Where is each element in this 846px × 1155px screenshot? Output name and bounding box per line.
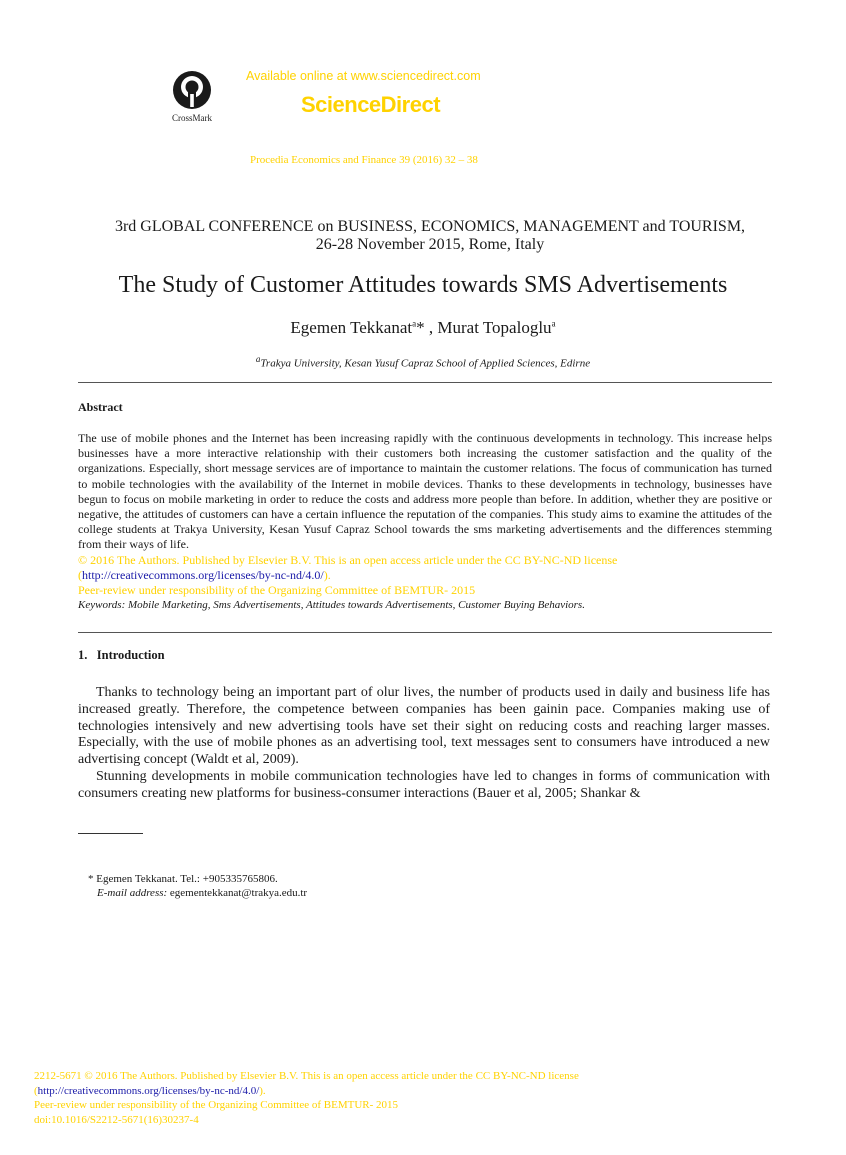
email-address[interactable]: egementekkanat@trakya.edu.tr bbox=[169, 887, 308, 899]
author-list bbox=[40, 318, 806, 338]
footer-license-statement: 2212-5671 © 2016 The Authors. Published by Elsevier B.V. This is an open access article under the CC BY-NC-ND license bbox=[34, 1070, 579, 1082]
footnote bbox=[88, 872, 307, 900]
corresponding-author-mark: * , bbox=[416, 318, 434, 337]
journal-reference: Procedia Economics and Finance 39 (2016) 32 – 38 bbox=[250, 154, 478, 166]
doi[interactable]: doi:10.1016/S2212-5671(16)30237-4 bbox=[34, 1113, 199, 1126]
section-heading-introduction: 1. Introduction bbox=[78, 648, 165, 662]
paragraph: Stunning developments in mobile communication technologies have led to changes in forms of communication with consumers creating new platforms for business-consumer interactions (Bauer et al, 2005; Shankar & bbox=[78, 768, 770, 801]
license-link[interactable]: http://creativecommons.org/licenses/by-nc-nd/4.0/ bbox=[82, 567, 324, 582]
conference-line-1: 3rd GLOBAL CONFERENCE on BUSINESS, ECONOMICS, MANAGEMENT and TOURISM, bbox=[114, 218, 746, 235]
license-paren-close: ). bbox=[323, 567, 331, 582]
crossmark-icon bbox=[172, 70, 212, 110]
footer-license-link[interactable]: http://creativecommons.org/licenses/by-nc-nd/4.0/ bbox=[37, 1084, 260, 1097]
crossmark-label: CrossMark bbox=[172, 113, 212, 123]
license-paren-open: ( bbox=[78, 567, 82, 582]
conference-heading bbox=[60, 218, 800, 254]
license-statement: © 2016 The Authors. Published by Elsevier B.V. This is an open access article under the CC BY-NC-ND license bbox=[78, 552, 618, 567]
abstract-heading: Abstract bbox=[78, 400, 123, 414]
affiliation-marker: a bbox=[255, 354, 261, 364]
author-name: Murat Topaloglu bbox=[437, 318, 552, 337]
author-name: Egemen Tekkanat bbox=[290, 318, 413, 337]
paragraph: Thanks to technology being an important part of olur lives, the number of products used in daily and business life has increased greatly. Therefore, the competence between companies has been gainin pace. Companies making use of technologies intensively and new advertising tools have set their sight on reducing costs and reaching larger masses. Especially, with the use of mobile phones as an advertising tool, text messages sent to consumers have introduced a new advertising concept (Waldt et al, 2009). bbox=[78, 685, 770, 768]
sciencedirect-logo[interactable]: ScienceDirect bbox=[301, 92, 441, 117]
available-online-link[interactable]: Available online at www.sciencedirect.com bbox=[246, 69, 481, 83]
divider bbox=[78, 632, 772, 633]
crossmark-badge[interactable] bbox=[166, 70, 218, 123]
footer-peer-review: Peer-review under responsibility of the Organizing Committee of BEMTUR- 2015 bbox=[34, 1099, 399, 1111]
divider bbox=[78, 382, 772, 383]
footnote-contact: * Egemen Tekkanat. Tel.: +905335765806. bbox=[88, 873, 278, 885]
affiliation-text: Trakya University, Kesan Yusuf Capraz School of Applied Sciences, Edirne bbox=[260, 357, 591, 370]
introduction-body bbox=[78, 685, 770, 803]
peer-review-statement: Peer-review under responsibility of the Organizing Committee of BEMTUR- 2015 bbox=[78, 583, 476, 598]
keywords: Keywords: Mobile Marketing, Sms Advertisements, Attitudes towards Advertisements, Customer Buying Behaviors. bbox=[78, 599, 585, 612]
abstract-text: The use of mobile phones and the Internet has been increasing rapidly with the continuous developments in technology. This increase helps businesses have a more interactive relationship with their customers both increasing the customer satisfaction and the quality of the organizations. Especially, short message services are of importance to maintain the customer relations. The focus of communication has turned to mobile technologies with the availability of the Internet in mobile devices. Thanks to these developments in technology, businesses have begun to focus on mobile marketing in order to reduce the costs and address more people than before. In addition, whether they are positive or negative, the attitudes of customers can have a certain influence the reputation of the companies. This study aims to examine the attitudes of the college students at Trakya University, Kesan Yusuf Capraz School towards the sms marketing advertisements and the differences stemming from their ways of life. bbox=[78, 431, 772, 552]
footer-paren-close: ). bbox=[259, 1084, 266, 1097]
affiliation bbox=[40, 354, 806, 370]
paper-title: The Study of Customer Attitudes towards SMS Advertisements bbox=[118, 272, 728, 298]
footer-paren-open: ( bbox=[34, 1084, 38, 1097]
email-label: E-mail address: bbox=[97, 887, 168, 899]
conference-line-2: 26-28 November 2015, Rome, Italy bbox=[315, 236, 545, 253]
affiliation-marker: a bbox=[551, 318, 556, 329]
affiliation-marker: a bbox=[412, 318, 417, 329]
abstract-section bbox=[78, 431, 772, 613]
copyright-footer bbox=[34, 1069, 579, 1127]
footnote-divider bbox=[78, 833, 143, 834]
